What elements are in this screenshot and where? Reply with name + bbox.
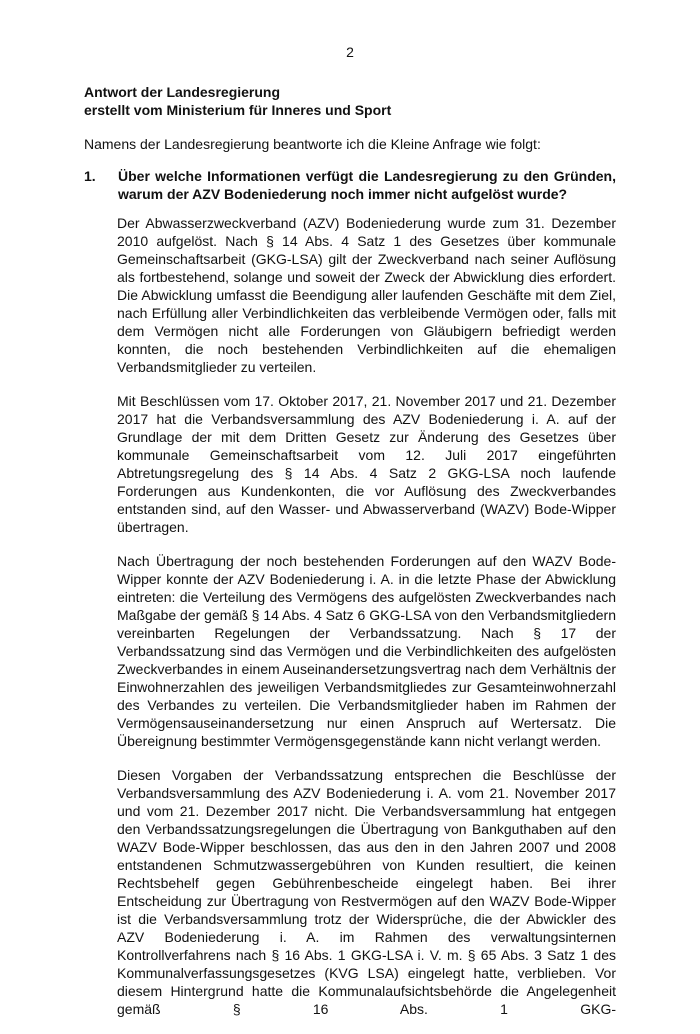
answer-paragraph-3: Nach Übertragung der noch bestehenden Forderungen auf den WAZV Bode-Wipper konnte der AZV Bodeniederung i. A. in die letzte Phase der Abwicklung eintreten: die Verteilung des Vermögens des aufgelösten Zweckverbandes nach Maßgabe der gemäß § 14 Abs. 4 Satz 6 GKG-LSA von den Verbandsmitgliedern vereinbarten Regelungen der Verbandssatzung. Nach § 17 der Verbandssatzung sind das Vermögen und die Verbindlichkeiten des aufgelösten Zweckverbandes in einem Auseinandersetzungsvertrag nach dem Verhältnis der Einwohnerzahlen des jeweiligen Verbandsmitgliedes zur Gesamteinwohnerzahl des Verbandes zu verteilen. Die Verbandsmitglieder haben im Rahmen der Vermögensauseinandersetzung nur einen Anspruch auf Wertersatz. Die Übereignung bestimmter Vermögensgegenstände kann nicht verlangt werden.	[117, 553, 616, 749]
question-number: 1.	[84, 168, 96, 184]
page-number: 2	[346, 44, 354, 60]
question-text: Über welche Informationen verfügt die Landesregierung zu den Gründen, warum der AZV Bodeniederung noch immer nicht aufgelöst wurde?	[118, 168, 616, 202]
answer-paragraph-4: Diesen Vorgaben der Verbandssatzung entsprechen die Beschlüsse der Verbandsversammlung des AZV Bodeniederung i. A. vom 21. November 2017 und vom 21. Dezember 2017 nicht. Die Verbandsversammlung hat entgegen den Verbandssatzungsregelungen die Übertragung von Bankguthaben auf den WAZV Bode-Wipper beschlossen, das aus den in den Jahren 2007 und 2008 entstandenen Schmutzwassergebühren von Kunden resultiert, die keinen Rechtsbehelf gegen Gebührenbescheide eingelegt haben. Bei ihrer Entscheidung zur Übertragung von Restvermögen auf den WAZV Bode-Wipper ist die Verbandsversammlung trotz der Widersprüche, die der Abwickler des AZV Bodeniederung i. A. im Rahmen des verwaltungsinternen Kontrollverfahrens nach § 16 Abs. 1 GKG-LSA i. V. m. § 65 Abs. 3 Satz 1 des Kommunalverfassungsgesetzes (KVG LSA) eingelegt hatte, verblieben. Vor diesem Hintergrund hatte die Kommunalaufsichtsbehörde die Angelegenheit gemäß § 16 Abs. 1 GKG-	[117, 767, 616, 1017]
intro-text: Namens der Landesregierung beantworte ich die Kleine Anfrage wie folgt:	[84, 136, 541, 152]
question-1	[84, 167, 616, 203]
header-subtitle: erstellt vom Ministerium für Inneres und Sport	[84, 102, 392, 118]
answer-body	[117, 214, 616, 1034]
answer-paragraph-1: Der Abwasserzweckverband (AZV) Bodeniederung wurde zum 31. Dezember 2010 aufgelöst. Nach § 14 Abs. 4 Satz 1 des Gesetzes über kommunale Gemeinschaftsarbeit (GKG-LSA) gilt der Zweckverband nach seiner Auflösung als fortbestehend, solange und soweit der Zweck der Abwicklung dies erfordert. Die Abwicklung umfasst die Beendigung aller laufenden Geschäfte mit dem Ziel, nach Erfüllung aller Verbindlichkeiten das verbleibende Vermögen oder, falls mit dem Vermögen nicht alle Forderungen von Gläubigern befriedigt werden konnten, die noch bestehenden Verbindlichkeiten auf die ehemaligen Verbandsmitglieder zu verteilen.	[117, 215, 616, 375]
answer-paragraph-2: Mit Beschlüssen vom 17. Oktober 2017, 21. November 2017 und 21. Dezember 2017 hat die Verbandsversammlung des AZV Bodeniederung i. A. auf der Grundlage der mit dem Dritten Gesetz zur Änderung des Gesetzes über kommunale Gemeinschaftsarbeit vom 12. Juli 2017 eingeführten Abtretungsregelung des § 14 Abs. 4 Satz 2 GKG-LSA noch laufende Forderungen aus Kundenkonten, die vor Auflösung des Zweckverbandes entstanden sind, auf den Wasser- und Abwasserverband (WAZV) Bode-Wipper übertragen.	[117, 393, 616, 535]
header-title: Antwort der Landesregierung	[84, 84, 281, 100]
answer-header	[84, 83, 624, 119]
